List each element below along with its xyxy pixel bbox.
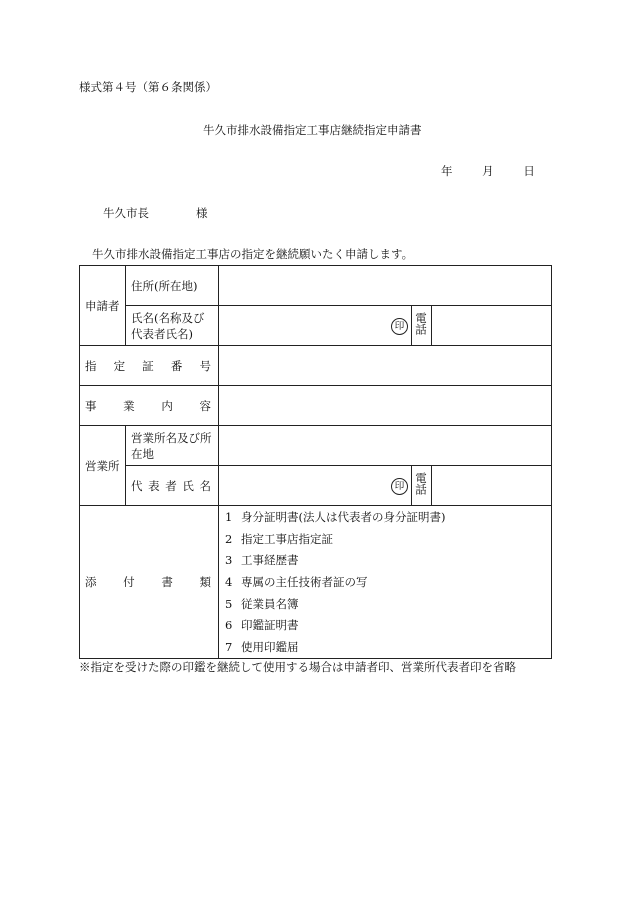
applicant-name-field[interactable] xyxy=(219,306,412,346)
office-representative-char: 表 xyxy=(148,478,160,493)
office-phone-label: 電話 xyxy=(414,472,428,495)
attachment-text: 従業員名簿 xyxy=(241,596,299,611)
attachment-text: 専属の主任技術者証の写 xyxy=(241,574,368,589)
list-item xyxy=(225,506,546,528)
office-name-address-line1: 営業所名及び所 xyxy=(131,430,212,445)
attachment-text: 工事経歴書 xyxy=(241,553,299,568)
applicant-phone-label: 電話 xyxy=(414,312,428,335)
applicant-name-label-line2: 代表者氏名) xyxy=(131,326,193,341)
office-phone-field[interactable] xyxy=(432,466,552,506)
attachments-list xyxy=(219,506,552,659)
office-address-row xyxy=(80,426,552,466)
attachment-text: 印鑑証明書 xyxy=(241,618,299,633)
office-representative-char: 者 xyxy=(165,478,177,493)
attachment-text: 指定工事店指定証 xyxy=(241,531,333,546)
attachment-number: 2 xyxy=(225,531,233,546)
applicant-name-row xyxy=(80,306,552,346)
attachment-number: 6 xyxy=(225,618,233,633)
applicant-section-label: 申請者 xyxy=(80,266,126,346)
applicant-phone-field[interactable] xyxy=(432,306,552,346)
addressee: 牛久市長 xyxy=(103,206,149,220)
office-section-label: 営業所 xyxy=(80,426,126,506)
business-content-field[interactable] xyxy=(219,386,552,426)
office-representative-row xyxy=(80,466,552,506)
office-phone-label-cell xyxy=(412,466,432,506)
attachments-char: 類 xyxy=(199,574,211,589)
list-item xyxy=(225,593,546,615)
office-representative-char: 氏 xyxy=(182,478,194,493)
business-content-label xyxy=(80,386,219,426)
honorific: 様 xyxy=(196,206,208,220)
office-name-address-field[interactable] xyxy=(219,426,552,466)
intro-text: 牛久市排水設備指定工事店の指定を継続願いたく申請します。 xyxy=(92,247,414,261)
attachment-text: 使用印鑑届 xyxy=(241,639,299,654)
list-item xyxy=(225,614,546,636)
business-content-char: 内 xyxy=(161,398,173,413)
business-content-row xyxy=(80,386,552,426)
applicant-phone-label-cell xyxy=(412,306,432,346)
office-name-address-label xyxy=(126,426,219,466)
attachments-row xyxy=(80,506,552,659)
office-representative-field[interactable] xyxy=(219,466,412,506)
attachments-char: 書 xyxy=(161,574,173,589)
designation-number-char: 指 xyxy=(85,358,97,373)
list-item xyxy=(225,549,546,571)
designation-number-row xyxy=(80,346,552,386)
office-representative-char: 代 xyxy=(131,478,143,493)
applicant-name-label xyxy=(126,306,219,346)
designation-number-field[interactable] xyxy=(219,346,552,386)
date-line xyxy=(441,163,535,179)
attachments-char: 添 xyxy=(85,574,97,589)
office-representative-char: 名 xyxy=(199,478,211,493)
date-day: 日 xyxy=(523,164,535,178)
attachments-char: 付 xyxy=(123,574,135,589)
attachment-number: 1 xyxy=(225,509,233,524)
attachments-label xyxy=(80,506,219,659)
footnote: ※指定を受けた際の印鑑を継続して使用する場合は申請者印、営業所代表者印を省略 xyxy=(79,660,516,674)
attachment-number: 4 xyxy=(225,574,233,589)
applicant-address-row xyxy=(80,266,552,306)
attachment-number: 7 xyxy=(225,639,233,654)
designation-number-char: 定 xyxy=(113,358,126,373)
date-month: 月 xyxy=(482,164,494,178)
applicant-seal-mark: 印 xyxy=(391,318,408,335)
applicant-name-label-line1: 氏名(名称及び xyxy=(131,310,205,325)
office-representative-label xyxy=(126,466,219,506)
form-number: 様式第４号（第６条関係） xyxy=(79,80,217,94)
business-content-char: 事 xyxy=(85,398,97,413)
business-content-char: 業 xyxy=(123,398,135,413)
office-name-address-line2: 在地 xyxy=(131,446,154,461)
application-table xyxy=(79,265,552,659)
list-item xyxy=(225,528,546,550)
attachment-number: 5 xyxy=(225,596,233,611)
designation-number-char: 証 xyxy=(142,358,154,373)
applicant-address-field[interactable] xyxy=(219,266,552,306)
page-title: 牛久市排水設備指定工事店継続指定申請書 xyxy=(203,123,422,137)
designation-number-char: 号 xyxy=(199,358,211,373)
list-item xyxy=(225,571,546,593)
designation-number-char: 番 xyxy=(170,358,183,373)
business-content-char: 容 xyxy=(199,398,211,413)
date-year: 年 xyxy=(441,164,453,178)
attachment-number: 3 xyxy=(225,553,233,568)
attachment-text: 身分証明書(法人は代表者の身分証明書) xyxy=(241,509,446,524)
list-item xyxy=(225,636,546,658)
designation-number-label xyxy=(80,346,219,386)
applicant-address-label: 住所(所在地) xyxy=(126,266,219,306)
office-seal-mark: 印 xyxy=(391,478,408,495)
